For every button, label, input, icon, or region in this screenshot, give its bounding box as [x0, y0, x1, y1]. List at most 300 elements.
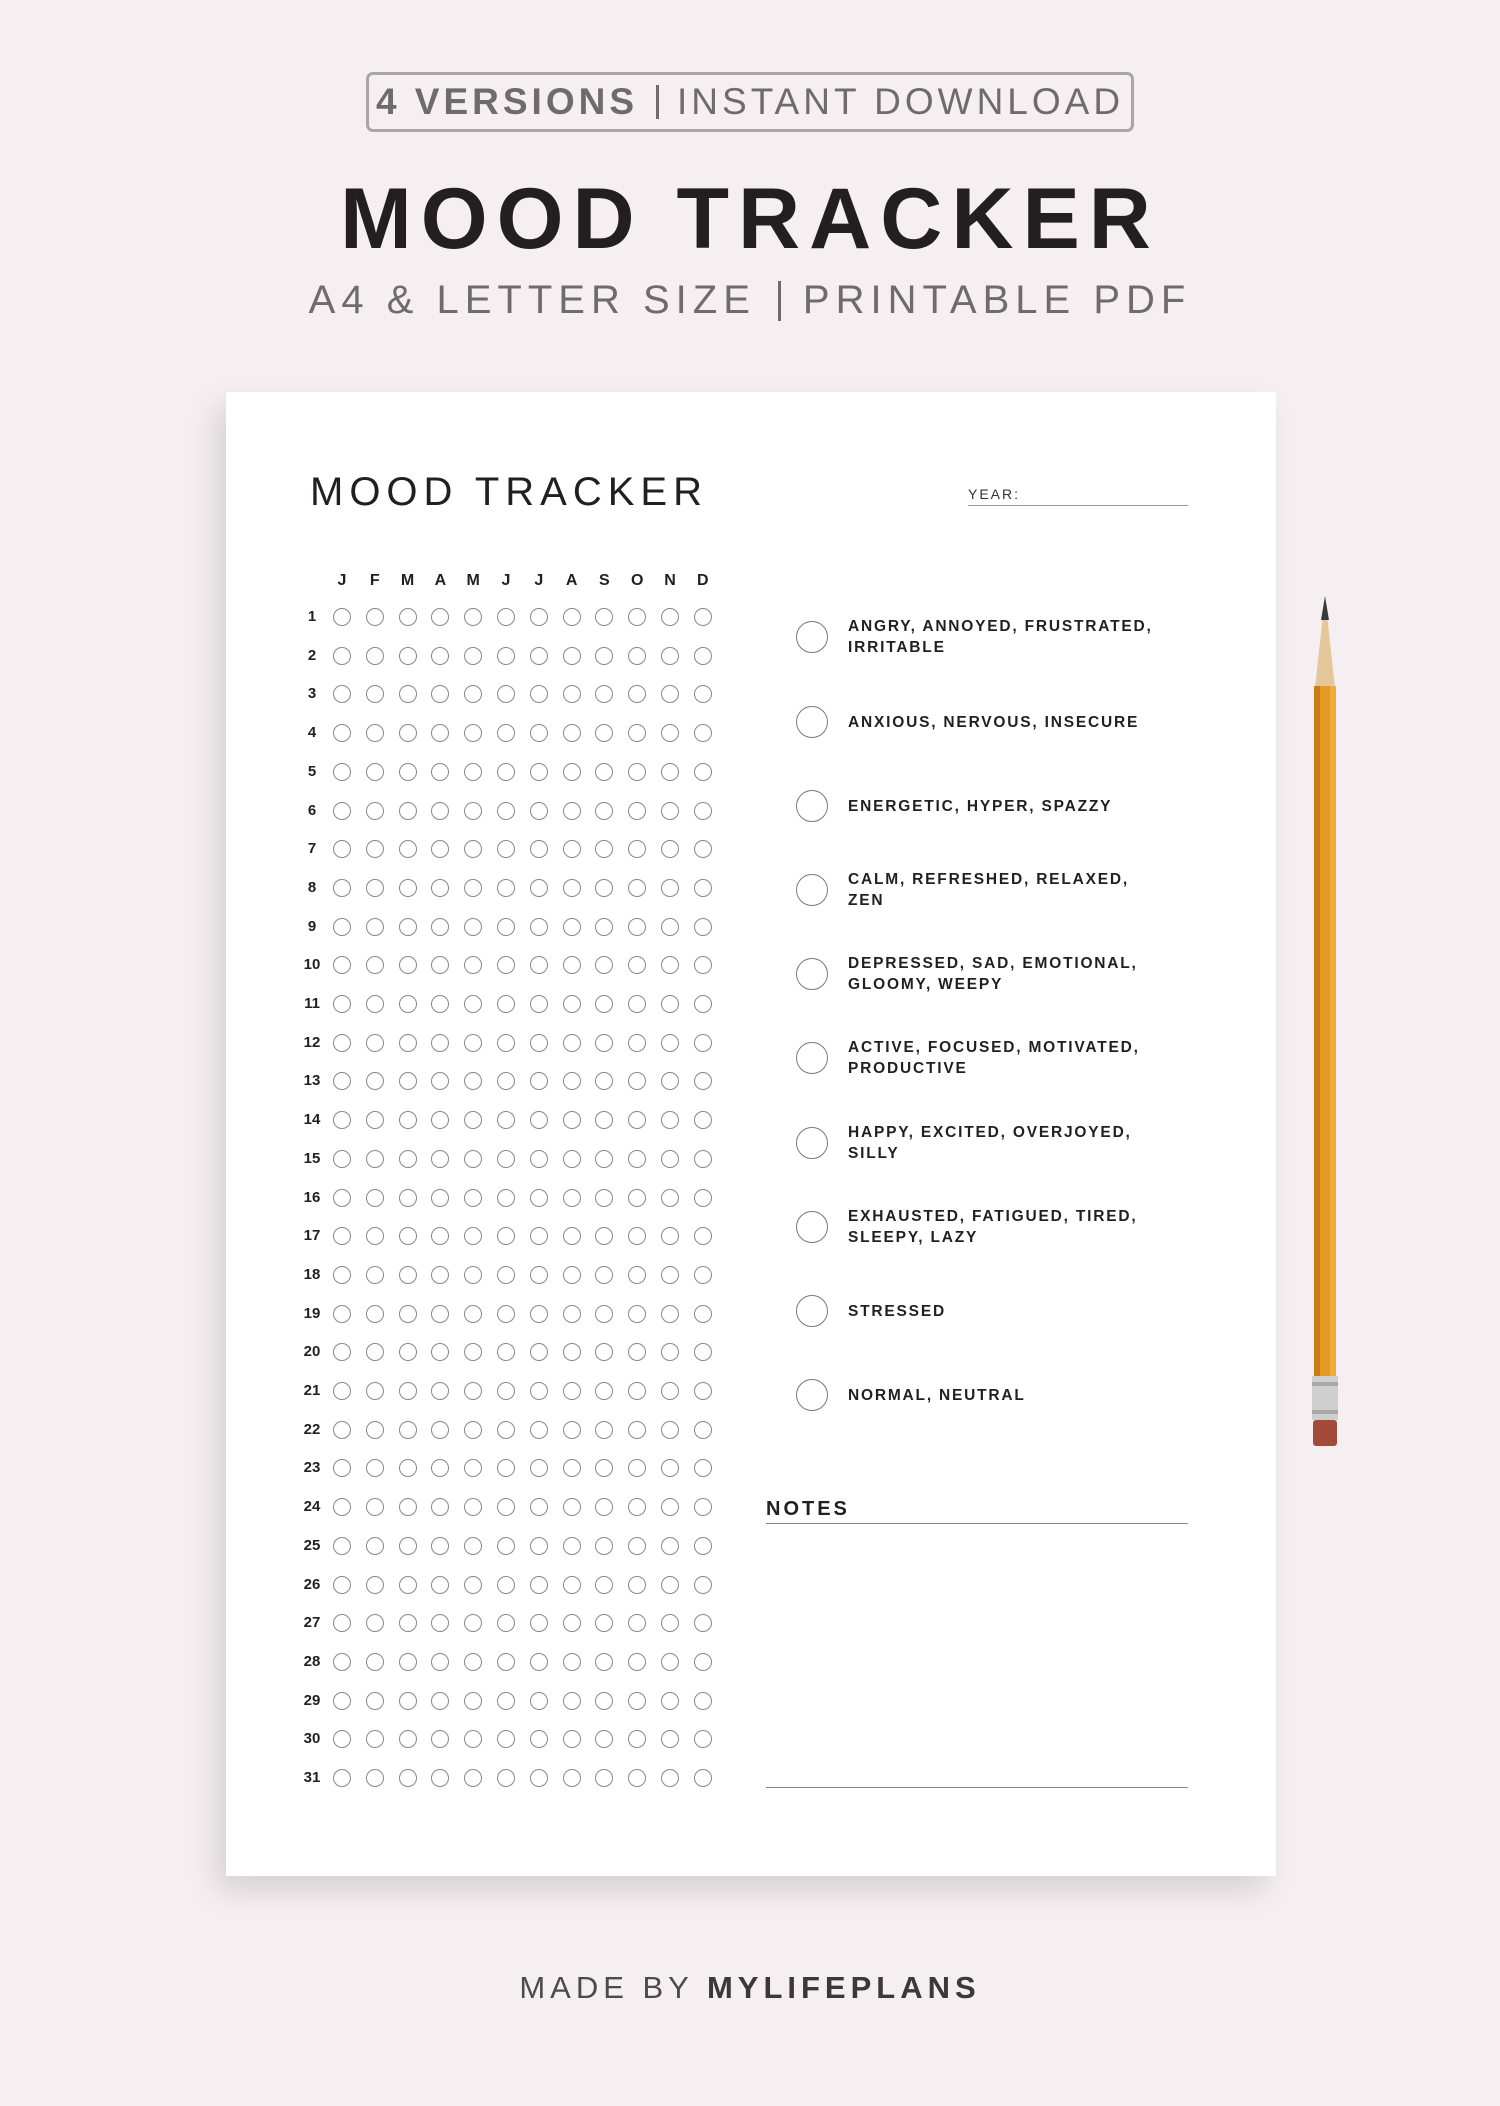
- mood-circle[interactable]: [333, 918, 351, 936]
- mood-circle[interactable]: [694, 1730, 712, 1748]
- mood-circle[interactable]: [694, 1111, 712, 1129]
- mood-circle[interactable]: [595, 1189, 613, 1207]
- mood-circle[interactable]: [431, 647, 449, 665]
- mood-circle[interactable]: [661, 1498, 679, 1516]
- mood-circle[interactable]: [628, 647, 646, 665]
- mood-circle[interactable]: [661, 956, 679, 974]
- mood-circle[interactable]: [595, 1227, 613, 1245]
- mood-circle[interactable]: [497, 1421, 515, 1439]
- mood-circle[interactable]: [497, 840, 515, 858]
- mood-circle[interactable]: [399, 1343, 417, 1361]
- mood-circle[interactable]: [431, 1730, 449, 1748]
- mood-circle[interactable]: [595, 1692, 613, 1710]
- mood-circle[interactable]: [563, 1459, 581, 1477]
- mood-circle[interactable]: [497, 918, 515, 936]
- mood-circle[interactable]: [694, 1576, 712, 1594]
- mood-circle[interactable]: [628, 1421, 646, 1439]
- mood-circle[interactable]: [694, 1382, 712, 1400]
- mood-circle[interactable]: [464, 1730, 482, 1748]
- mood-circle[interactable]: [431, 1343, 449, 1361]
- mood-circle[interactable]: [661, 1189, 679, 1207]
- mood-circle[interactable]: [694, 879, 712, 897]
- mood-circle[interactable]: [628, 1653, 646, 1671]
- mood-circle[interactable]: [431, 1382, 449, 1400]
- mood-circle[interactable]: [431, 1537, 449, 1555]
- mood-circle[interactable]: [431, 802, 449, 820]
- mood-circle[interactable]: [366, 1576, 384, 1594]
- mood-circle[interactable]: [464, 763, 482, 781]
- mood-circle[interactable]: [431, 1111, 449, 1129]
- mood-circle[interactable]: [530, 1150, 548, 1168]
- mood-circle[interactable]: [595, 1150, 613, 1168]
- mood-circle[interactable]: [628, 1730, 646, 1748]
- mood-circle[interactable]: [661, 840, 679, 858]
- mood-circle[interactable]: [399, 647, 417, 665]
- mood-circle[interactable]: [431, 1692, 449, 1710]
- mood-circle[interactable]: [694, 840, 712, 858]
- mood-circle[interactable]: [628, 763, 646, 781]
- legend-circle[interactable]: [796, 1295, 828, 1327]
- mood-circle[interactable]: [399, 1459, 417, 1477]
- mood-circle[interactable]: [628, 1305, 646, 1323]
- mood-circle[interactable]: [497, 1537, 515, 1555]
- mood-circle[interactable]: [563, 1343, 581, 1361]
- mood-circle[interactable]: [431, 1266, 449, 1284]
- mood-circle[interactable]: [661, 1576, 679, 1594]
- mood-circle[interactable]: [628, 608, 646, 626]
- mood-circle[interactable]: [563, 1227, 581, 1245]
- mood-circle[interactable]: [431, 995, 449, 1013]
- mood-circle[interactable]: [563, 918, 581, 936]
- mood-circle[interactable]: [497, 995, 515, 1013]
- mood-circle[interactable]: [399, 608, 417, 626]
- mood-circle[interactable]: [366, 995, 384, 1013]
- mood-circle[interactable]: [497, 1614, 515, 1632]
- mood-circle[interactable]: [497, 1111, 515, 1129]
- mood-circle[interactable]: [464, 802, 482, 820]
- mood-circle[interactable]: [694, 1266, 712, 1284]
- mood-circle[interactable]: [333, 1072, 351, 1090]
- mood-circle[interactable]: [628, 1769, 646, 1787]
- mood-circle[interactable]: [399, 1150, 417, 1168]
- mood-circle[interactable]: [399, 1189, 417, 1207]
- mood-circle[interactable]: [563, 1769, 581, 1787]
- mood-circle[interactable]: [530, 1034, 548, 1052]
- mood-circle[interactable]: [694, 956, 712, 974]
- mood-circle[interactable]: [661, 1227, 679, 1245]
- mood-circle[interactable]: [628, 995, 646, 1013]
- mood-circle[interactable]: [530, 1189, 548, 1207]
- mood-circle[interactable]: [694, 1305, 712, 1323]
- mood-circle[interactable]: [661, 1266, 679, 1284]
- mood-circle[interactable]: [399, 1769, 417, 1787]
- mood-circle[interactable]: [595, 1343, 613, 1361]
- mood-circle[interactable]: [366, 1305, 384, 1323]
- mood-circle[interactable]: [530, 608, 548, 626]
- mood-circle[interactable]: [464, 1421, 482, 1439]
- mood-circle[interactable]: [399, 1614, 417, 1632]
- mood-circle[interactable]: [366, 1692, 384, 1710]
- mood-circle[interactable]: [399, 1537, 417, 1555]
- mood-circle[interactable]: [431, 763, 449, 781]
- mood-circle[interactable]: [661, 1653, 679, 1671]
- mood-circle[interactable]: [563, 1421, 581, 1439]
- mood-circle[interactable]: [595, 802, 613, 820]
- mood-circle[interactable]: [563, 1266, 581, 1284]
- legend-circle[interactable]: [796, 706, 828, 738]
- mood-circle[interactable]: [399, 1421, 417, 1439]
- mood-circle[interactable]: [595, 1421, 613, 1439]
- mood-circle[interactable]: [431, 918, 449, 936]
- mood-circle[interactable]: [595, 1653, 613, 1671]
- mood-circle[interactable]: [333, 647, 351, 665]
- mood-circle[interactable]: [595, 1111, 613, 1129]
- mood-circle[interactable]: [366, 1421, 384, 1439]
- mood-circle[interactable]: [530, 1730, 548, 1748]
- mood-circle[interactable]: [595, 1034, 613, 1052]
- mood-circle[interactable]: [694, 763, 712, 781]
- mood-circle[interactable]: [464, 1072, 482, 1090]
- mood-circle[interactable]: [431, 1614, 449, 1632]
- mood-circle[interactable]: [661, 1421, 679, 1439]
- mood-circle[interactable]: [431, 1227, 449, 1245]
- mood-circle[interactable]: [464, 1111, 482, 1129]
- mood-circle[interactable]: [661, 1111, 679, 1129]
- mood-circle[interactable]: [333, 995, 351, 1013]
- mood-circle[interactable]: [595, 1459, 613, 1477]
- mood-circle[interactable]: [333, 685, 351, 703]
- mood-circle[interactable]: [530, 1498, 548, 1516]
- mood-circle[interactable]: [464, 724, 482, 742]
- mood-circle[interactable]: [595, 1382, 613, 1400]
- mood-circle[interactable]: [661, 1614, 679, 1632]
- mood-circle[interactable]: [628, 1459, 646, 1477]
- mood-circle[interactable]: [694, 995, 712, 1013]
- legend-circle[interactable]: [796, 621, 828, 653]
- mood-circle[interactable]: [497, 1769, 515, 1787]
- mood-circle[interactable]: [464, 1382, 482, 1400]
- mood-circle[interactable]: [628, 1343, 646, 1361]
- mood-circle[interactable]: [431, 1653, 449, 1671]
- mood-circle[interactable]: [595, 1576, 613, 1594]
- mood-circle[interactable]: [366, 1111, 384, 1129]
- mood-circle[interactable]: [431, 1769, 449, 1787]
- mood-circle[interactable]: [595, 608, 613, 626]
- mood-circle[interactable]: [595, 1769, 613, 1787]
- mood-circle[interactable]: [661, 685, 679, 703]
- legend-circle[interactable]: [796, 790, 828, 822]
- mood-circle[interactable]: [431, 840, 449, 858]
- mood-circle[interactable]: [497, 1034, 515, 1052]
- mood-circle[interactable]: [366, 1459, 384, 1477]
- mood-circle[interactable]: [661, 1730, 679, 1748]
- mood-circle[interactable]: [399, 1034, 417, 1052]
- legend-circle[interactable]: [796, 1211, 828, 1243]
- mood-circle[interactable]: [399, 1266, 417, 1284]
- mood-circle[interactable]: [563, 1653, 581, 1671]
- mood-circle[interactable]: [694, 1072, 712, 1090]
- legend-circle[interactable]: [796, 874, 828, 906]
- mood-circle[interactable]: [464, 1150, 482, 1168]
- mood-circle[interactable]: [661, 724, 679, 742]
- mood-circle[interactable]: [628, 840, 646, 858]
- mood-circle[interactable]: [661, 1382, 679, 1400]
- mood-circle[interactable]: [333, 1769, 351, 1787]
- mood-circle[interactable]: [497, 879, 515, 897]
- mood-circle[interactable]: [366, 1266, 384, 1284]
- mood-circle[interactable]: [366, 1150, 384, 1168]
- mood-circle[interactable]: [694, 1653, 712, 1671]
- mood-circle[interactable]: [497, 1189, 515, 1207]
- mood-circle[interactable]: [431, 879, 449, 897]
- mood-circle[interactable]: [464, 608, 482, 626]
- mood-circle[interactable]: [431, 1459, 449, 1477]
- mood-circle[interactable]: [563, 1034, 581, 1052]
- mood-circle[interactable]: [497, 1266, 515, 1284]
- mood-circle[interactable]: [694, 1227, 712, 1245]
- mood-circle[interactable]: [628, 956, 646, 974]
- mood-circle[interactable]: [399, 840, 417, 858]
- mood-circle[interactable]: [694, 1498, 712, 1516]
- mood-circle[interactable]: [464, 1614, 482, 1632]
- mood-circle[interactable]: [333, 724, 351, 742]
- mood-circle[interactable]: [431, 1150, 449, 1168]
- mood-circle[interactable]: [431, 1498, 449, 1516]
- mood-circle[interactable]: [497, 1150, 515, 1168]
- mood-circle[interactable]: [563, 1498, 581, 1516]
- mood-circle[interactable]: [464, 647, 482, 665]
- mood-circle[interactable]: [333, 1189, 351, 1207]
- mood-circle[interactable]: [464, 840, 482, 858]
- mood-circle[interactable]: [595, 1072, 613, 1090]
- mood-circle[interactable]: [497, 1227, 515, 1245]
- mood-circle[interactable]: [694, 1421, 712, 1439]
- mood-circle[interactable]: [464, 1498, 482, 1516]
- mood-circle[interactable]: [530, 1382, 548, 1400]
- mood-circle[interactable]: [464, 1189, 482, 1207]
- mood-circle[interactable]: [563, 1537, 581, 1555]
- mood-circle[interactable]: [661, 1769, 679, 1787]
- mood-circle[interactable]: [366, 1730, 384, 1748]
- mood-circle[interactable]: [431, 1189, 449, 1207]
- mood-circle[interactable]: [464, 685, 482, 703]
- mood-circle[interactable]: [530, 879, 548, 897]
- mood-circle[interactable]: [661, 918, 679, 936]
- mood-circle[interactable]: [399, 956, 417, 974]
- mood-circle[interactable]: [333, 1459, 351, 1477]
- mood-circle[interactable]: [694, 1150, 712, 1168]
- mood-circle[interactable]: [595, 956, 613, 974]
- mood-circle[interactable]: [530, 1111, 548, 1129]
- mood-circle[interactable]: [661, 995, 679, 1013]
- mood-circle[interactable]: [661, 879, 679, 897]
- mood-circle[interactable]: [563, 802, 581, 820]
- mood-circle[interactable]: [333, 1498, 351, 1516]
- mood-circle[interactable]: [530, 1305, 548, 1323]
- mood-circle[interactable]: [464, 995, 482, 1013]
- mood-circle[interactable]: [628, 1537, 646, 1555]
- mood-circle[interactable]: [464, 1769, 482, 1787]
- mood-circle[interactable]: [628, 1111, 646, 1129]
- mood-circle[interactable]: [530, 724, 548, 742]
- mood-circle[interactable]: [563, 1730, 581, 1748]
- mood-circle[interactable]: [333, 608, 351, 626]
- mood-circle[interactable]: [595, 1614, 613, 1632]
- mood-circle[interactable]: [563, 956, 581, 974]
- mood-circle[interactable]: [694, 1459, 712, 1477]
- mood-circle[interactable]: [333, 1034, 351, 1052]
- mood-circle[interactable]: [464, 1576, 482, 1594]
- legend-circle[interactable]: [796, 1127, 828, 1159]
- mood-circle[interactable]: [431, 956, 449, 974]
- mood-circle[interactable]: [530, 1227, 548, 1245]
- mood-circle[interactable]: [497, 763, 515, 781]
- mood-circle[interactable]: [694, 1614, 712, 1632]
- mood-circle[interactable]: [333, 1150, 351, 1168]
- mood-circle[interactable]: [497, 1692, 515, 1710]
- mood-circle[interactable]: [595, 918, 613, 936]
- mood-circle[interactable]: [563, 879, 581, 897]
- mood-circle[interactable]: [399, 1692, 417, 1710]
- mood-circle[interactable]: [628, 1576, 646, 1594]
- mood-circle[interactable]: [399, 1305, 417, 1323]
- mood-circle[interactable]: [628, 1692, 646, 1710]
- mood-circle[interactable]: [694, 918, 712, 936]
- mood-circle[interactable]: [497, 1305, 515, 1323]
- mood-circle[interactable]: [464, 918, 482, 936]
- mood-circle[interactable]: [399, 1730, 417, 1748]
- mood-circle[interactable]: [530, 995, 548, 1013]
- mood-circle[interactable]: [431, 685, 449, 703]
- mood-circle[interactable]: [628, 685, 646, 703]
- mood-circle[interactable]: [431, 608, 449, 626]
- mood-circle[interactable]: [530, 1614, 548, 1632]
- mood-circle[interactable]: [366, 1227, 384, 1245]
- mood-circle[interactable]: [399, 802, 417, 820]
- mood-circle[interactable]: [464, 1034, 482, 1052]
- mood-circle[interactable]: [497, 647, 515, 665]
- mood-circle[interactable]: [694, 1537, 712, 1555]
- mood-circle[interactable]: [530, 1576, 548, 1594]
- mood-circle[interactable]: [530, 1266, 548, 1284]
- mood-circle[interactable]: [366, 956, 384, 974]
- mood-circle[interactable]: [563, 1692, 581, 1710]
- mood-circle[interactable]: [366, 1653, 384, 1671]
- legend-circle[interactable]: [796, 1042, 828, 1074]
- mood-circle[interactable]: [595, 724, 613, 742]
- mood-circle[interactable]: [333, 1537, 351, 1555]
- mood-circle[interactable]: [530, 1421, 548, 1439]
- mood-circle[interactable]: [661, 802, 679, 820]
- mood-circle[interactable]: [694, 685, 712, 703]
- mood-circle[interactable]: [497, 724, 515, 742]
- mood-circle[interactable]: [366, 608, 384, 626]
- mood-circle[interactable]: [464, 1266, 482, 1284]
- mood-circle[interactable]: [694, 647, 712, 665]
- mood-circle[interactable]: [464, 1305, 482, 1323]
- mood-circle[interactable]: [595, 1498, 613, 1516]
- legend-circle[interactable]: [796, 958, 828, 990]
- mood-circle[interactable]: [333, 1266, 351, 1284]
- mood-circle[interactable]: [366, 879, 384, 897]
- mood-circle[interactable]: [628, 1189, 646, 1207]
- mood-circle[interactable]: [628, 802, 646, 820]
- mood-circle[interactable]: [595, 647, 613, 665]
- mood-circle[interactable]: [366, 1498, 384, 1516]
- mood-circle[interactable]: [464, 1692, 482, 1710]
- mood-circle[interactable]: [431, 1072, 449, 1090]
- mood-circle[interactable]: [399, 1382, 417, 1400]
- mood-circle[interactable]: [497, 1459, 515, 1477]
- mood-circle[interactable]: [366, 1537, 384, 1555]
- mood-circle[interactable]: [563, 1150, 581, 1168]
- mood-circle[interactable]: [399, 1498, 417, 1516]
- mood-circle[interactable]: [464, 879, 482, 897]
- mood-circle[interactable]: [431, 1034, 449, 1052]
- mood-circle[interactable]: [497, 1730, 515, 1748]
- mood-circle[interactable]: [530, 1072, 548, 1090]
- mood-circle[interactable]: [628, 1034, 646, 1052]
- mood-circle[interactable]: [694, 1769, 712, 1787]
- mood-circle[interactable]: [431, 724, 449, 742]
- mood-circle[interactable]: [366, 1343, 384, 1361]
- mood-circle[interactable]: [333, 1421, 351, 1439]
- mood-circle[interactable]: [530, 763, 548, 781]
- mood-circle[interactable]: [497, 1576, 515, 1594]
- mood-circle[interactable]: [333, 879, 351, 897]
- mood-circle[interactable]: [399, 1227, 417, 1245]
- mood-circle[interactable]: [563, 1305, 581, 1323]
- mood-circle[interactable]: [530, 840, 548, 858]
- mood-circle[interactable]: [563, 647, 581, 665]
- mood-circle[interactable]: [333, 1576, 351, 1594]
- mood-circle[interactable]: [431, 1576, 449, 1594]
- mood-circle[interactable]: [661, 1692, 679, 1710]
- mood-circle[interactable]: [563, 1614, 581, 1632]
- mood-circle[interactable]: [497, 1343, 515, 1361]
- mood-circle[interactable]: [399, 1111, 417, 1129]
- mood-circle[interactable]: [399, 1653, 417, 1671]
- mood-circle[interactable]: [628, 918, 646, 936]
- mood-circle[interactable]: [661, 1343, 679, 1361]
- mood-circle[interactable]: [366, 840, 384, 858]
- mood-circle[interactable]: [530, 1769, 548, 1787]
- mood-circle[interactable]: [563, 1382, 581, 1400]
- mood-circle[interactable]: [661, 1150, 679, 1168]
- mood-circle[interactable]: [399, 685, 417, 703]
- mood-circle[interactable]: [563, 1576, 581, 1594]
- mood-circle[interactable]: [333, 956, 351, 974]
- mood-circle[interactable]: [464, 1343, 482, 1361]
- mood-circle[interactable]: [595, 763, 613, 781]
- mood-circle[interactable]: [399, 1072, 417, 1090]
- mood-circle[interactable]: [399, 918, 417, 936]
- mood-circle[interactable]: [530, 1653, 548, 1671]
- mood-circle[interactable]: [628, 1266, 646, 1284]
- mood-circle[interactable]: [628, 724, 646, 742]
- mood-circle[interactable]: [530, 647, 548, 665]
- mood-circle[interactable]: [595, 1266, 613, 1284]
- mood-circle[interactable]: [694, 1692, 712, 1710]
- mood-circle[interactable]: [661, 763, 679, 781]
- mood-circle[interactable]: [497, 1498, 515, 1516]
- mood-circle[interactable]: [366, 1034, 384, 1052]
- mood-circle[interactable]: [628, 1498, 646, 1516]
- mood-circle[interactable]: [694, 1343, 712, 1361]
- mood-circle[interactable]: [464, 1459, 482, 1477]
- mood-circle[interactable]: [366, 1614, 384, 1632]
- mood-circle[interactable]: [694, 802, 712, 820]
